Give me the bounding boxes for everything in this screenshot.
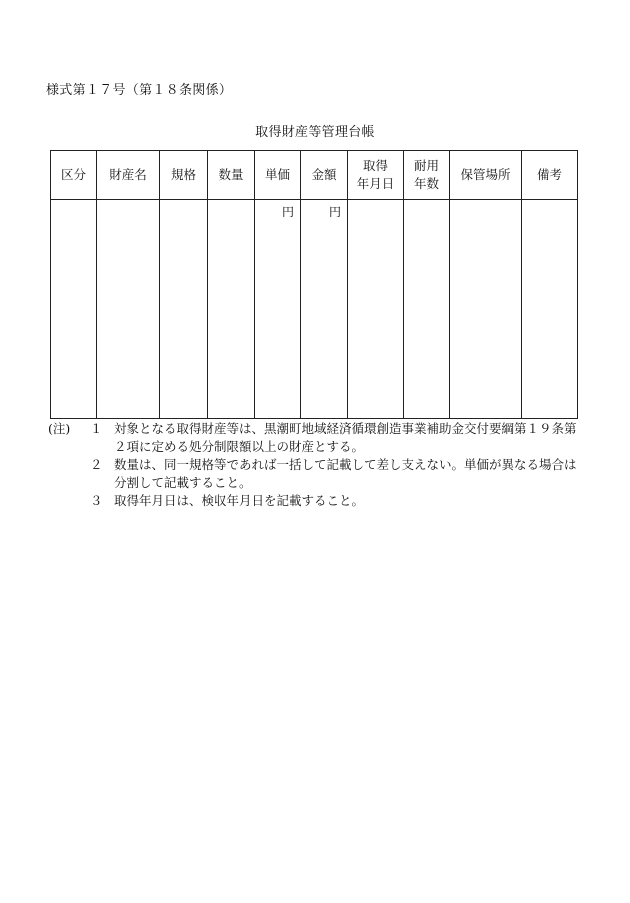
header-unit-price-label: 単価 (264, 167, 290, 182)
note-number-2: ２ (90, 457, 103, 472)
header-acquisition-date (348, 151, 404, 200)
cell-asset-name (97, 200, 160, 419)
cell-specification (160, 200, 208, 419)
note-item-2 (48, 456, 588, 492)
header-acquisition-date-line1: 取得 (362, 158, 388, 173)
header-remarks (522, 151, 578, 200)
cell-quantity (208, 200, 255, 419)
header-storage-location-label: 保管場所 (460, 167, 511, 182)
note-item-3 (48, 492, 588, 510)
header-specification (160, 151, 208, 200)
note-text-2: 数量は、同一規格等であれば一括して記載して差し支えない。単価が異なる場合は分割して記載すること。 (114, 457, 577, 490)
cell-category (51, 200, 97, 419)
document-title: 取得財産等管理台帳 (255, 125, 375, 140)
form-number: 様式第１７号（第１８条関係） (46, 83, 233, 98)
note-number-3: ３ (90, 493, 103, 508)
notes-section (48, 420, 588, 510)
table-header-row (51, 151, 578, 200)
asset-ledger-table (50, 150, 578, 419)
header-acquisition-date-line2: 年月日 (356, 176, 395, 191)
header-remarks-label: 備考 (536, 167, 562, 182)
cell-amount (301, 200, 348, 419)
note-text-3: 取得年月日は、検収年月日を記載すること。 (114, 493, 365, 508)
header-category-label: 区分 (60, 167, 86, 182)
note-text-1: 対象となる取得財産等は、黒潮町地域経済循環創造事業補助金交付要綱第１９条第２項に定める処分制限額以上の財産とする。 (114, 421, 577, 454)
header-useful-life-line2: 年数 (413, 176, 439, 191)
amount-yen-unit: 円 (328, 205, 341, 219)
header-useful-life-line1: 耐用 (413, 158, 439, 173)
header-unit-price (255, 151, 301, 200)
cell-remarks (522, 200, 578, 419)
note-number-1: １ (90, 421, 103, 436)
cell-storage-location (450, 200, 522, 419)
header-asset-name (97, 151, 160, 200)
header-specification-label: 規格 (170, 167, 196, 182)
note-item-1 (48, 420, 588, 456)
cell-useful-life (404, 200, 450, 419)
header-quantity-label: 数量 (218, 167, 244, 182)
notes-prefix: (注) (48, 421, 71, 436)
header-quantity (208, 151, 255, 200)
cell-acquisition-date (348, 200, 404, 419)
header-asset-name-label: 財産名 (109, 167, 147, 182)
note-indent-3 (48, 492, 90, 510)
header-useful-life (404, 151, 450, 200)
cell-unit-price (255, 200, 301, 419)
unit-price-yen-unit: 円 (281, 205, 294, 219)
table-row (51, 200, 578, 419)
header-category (51, 151, 97, 200)
header-amount (301, 151, 348, 200)
header-storage-location (450, 151, 522, 200)
note-indent-2 (48, 456, 90, 492)
header-amount-label: 金額 (311, 167, 337, 182)
